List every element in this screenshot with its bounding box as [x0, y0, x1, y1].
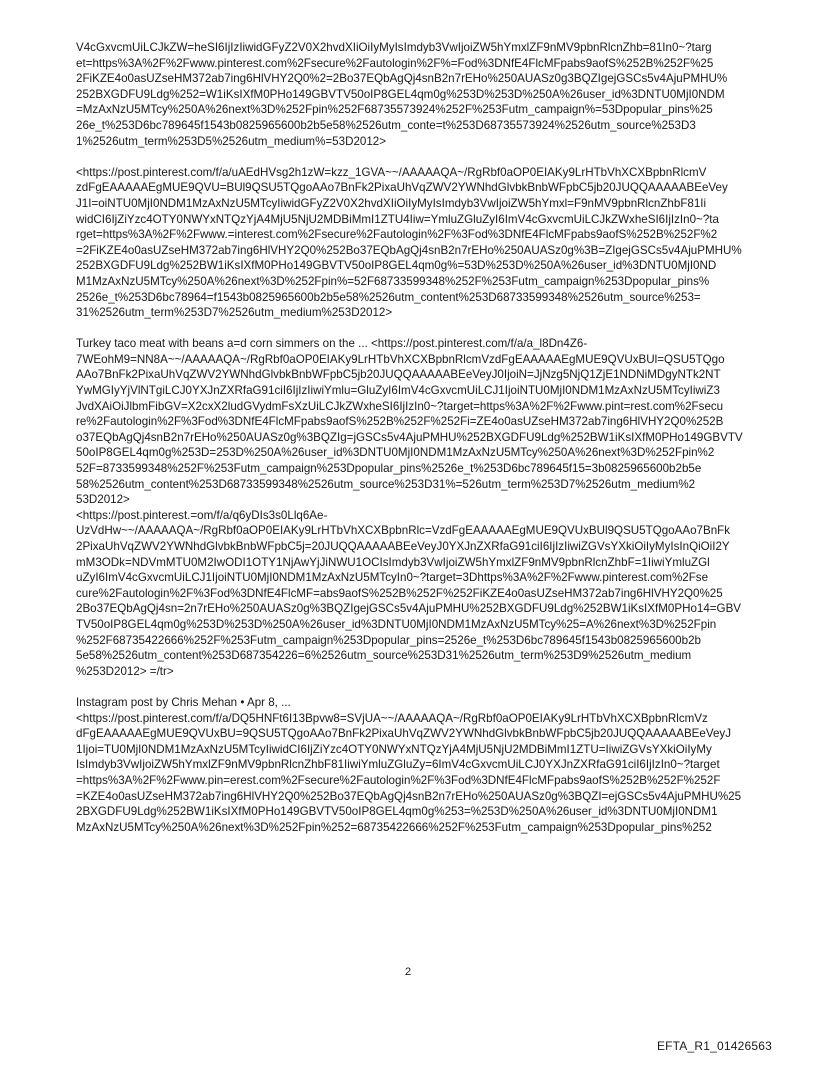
- text-line: IsImdyb3VwIjoiZW5hYmxlZF9nMV9pbnRlcnZhbF81IiwiYmluZGluZy=6ImV4cGxvcmUiLCJ0YXJnZXRfaG91ciI6IjIzIn0~?target: [76, 758, 720, 772]
- text-line: AAo7BnFk2PixaUhVqZWV2YWNhdGlvbkBnbWFpbC5jb20JUQQAAAAABEeVeyJ0IjoiN=JjNzg5NjQ1ZjE1NDNiMDgyNTk2NT: [76, 368, 721, 382]
- text-line: 252BXGDFU9Ldg%252BW1iKsIXfM0PHo149GBVTV50oIP8GEL4qm0g%=53D%253D%250A%26user_id%3DNTU0MjI0ND: [76, 259, 717, 273]
- text-line: 2PixaUhVqZWV2YWNhdGlvbkBnbWFpbC5j=20JUQQAAAAABEeVeyJ0YXJnZXRfaG91ciI6IjIzIiwiZGVsYXkiOiIyMyIsInQiOiI2Y: [76, 540, 730, 553]
- text-line: 50oIP8GEL4qm0g%253D=253D%250A%26user_id%3DNTU0MjI0NDM1MzAxNzU5MTcy%250A%26next%3D%252Fpin%2: [76, 446, 715, 460]
- document-id-stamp: EFTA_R1_01426563: [656, 1039, 772, 1053]
- text-line: rget=https%3A%2F%2Fwww.=interest.com%2Fsecure%2Fautologin%2F%3Fod%3DNfE4FlcMFpabs9aofS%252B%252F%2: [76, 228, 718, 242]
- text-line: 7WEohM9=NN8A~~/AAAAAQA~/RgRbf0aOP0EIAKy9LrHTbVhXCXBpbnRlcmVzdFgEAAAAAEgMUE9QVUxBUl=QSU5TQgo: [76, 352, 725, 366]
- text-paragraph: [76, 695, 760, 835]
- text-line: 1%2526utm_term%253D5%2526utm_medium%=53D2012>: [76, 134, 387, 148]
- text-line: 1Ijoi=TU0MjI0NDM1MzAxNzU5MTcyIiwidCI6IjZiYzc4OTY0NWYxNTQzYjA4MjU5NjU2MDBiMmI1ZTU=IiwiZGVsYXkiOiIyMy: [76, 742, 712, 756]
- text-paragraph: [76, 165, 760, 321]
- text-line: <https://post.pinterest.com/f/a/DQ5HNFt6I13Bpvw8=SVjUA~~/AAAAAQA~/RgRbf0aOP0EIAKy9LrHTbVhXCXBpbnRlcmVz: [76, 711, 708, 725]
- text-line: Turkey taco meat with beans a=d corn simmers on the ... <https://post.pinterest.com/f/a/a_l8Dn4Z6-: [76, 337, 588, 351]
- text-line: cure%2Fautologin%2F%3Fod%3DNfE4FlcMF=abs9aofS%252B%252F%252FiKZE4o0asUZseHM372ab7ing6HlVHY2Q0%25: [76, 586, 723, 600]
- page-number: 2: [404, 966, 412, 978]
- text-line: %252F68735422666%252F%253Futm_campaign%253Dpopular_pins=2526e_t%253D6bc789645f1543b0825965600b2b: [76, 633, 701, 647]
- text-paragraph: [76, 336, 760, 508]
- text-line: JvdXAiOiJlbmFibGV=X2cxX2ludGVydmFsXzUiLCJkZWxheSI6IjIzIn0~?target=https%3A%2F%2Fwww.pint=rest.com%2Fsecu: [76, 399, 724, 413]
- text-line: =KZE4o0asUZseHM372ab7ing6HlVHY2Q0%252Bo37EQbAgQj4snB2n7rEHo%250AUASz0g%3BQZI=ejGSCs5v4AjuPMHU%25: [76, 789, 742, 803]
- text-paragraph: [76, 508, 760, 680]
- text-line: 2BXGDFU9Ldg%252BW1iKsIXfM0PHo149GBVTV50oIP8GEL4qm0g%253=%253D%250A%26user_id%3DNTU0MjI0NDM1: [76, 805, 718, 819]
- text-line: UzVdHw~~/AAAAAQA~/RgRbf0aOP0EIAKy9LrHTbVhXCXBpbnRlc=VzdFgEAAAAAEgMUE9QVUxBUl9QSU5TQgoAAo7BnFk: [76, 524, 731, 538]
- text-line: uZyI6ImV4cGxvcmUiLCJ1IjoiNTU0MjI0NDM1MzAxNzU5MTcyIn0~?target=3Dhttps%3A%2F%2Fwww.pinterest.com%2Fse: [76, 571, 709, 585]
- text-line: zdFgEAAAAAEgMUE9QVU=BUl9QSU5TQgoAAo7BnFk2PixaUhVqZWV2YWNhdGlvbkBnbWFpbC5jb20JUQQAAAAABEeVey: [76, 181, 728, 195]
- text-line: %253D2012> =/tr>: [76, 664, 174, 678]
- text-line: mM3ODk=NDVmMTU0M2IwODI1OTY1NjAwYjJiNWU1OCIsImdyb3VwIjoiZW5hYmxlZF9nMV9pbnRlcnZhbF=1IiwiYmluZGl: [76, 555, 710, 569]
- text-line: TV50oIP8GEL4qm0g%253D%253D%250A%26user_id%3DNTU0MjI0NDM1MzAxNzU5MTcy%25=A%26next%3D%252Fpin: [76, 617, 717, 631]
- text-line: Instagram post by Chris Mehan • Apr 8, ...: [76, 695, 291, 709]
- text-line: 53D2012>: [76, 493, 130, 507]
- text-line: 2Bo37EQbAgQj4sn=2n7rEHo%250AUASz0g%3BQZIgejGSCs5v4AjuPMHU%252BXGDFU9Ldg%252BW1iKsIXfM0PHo14=GBV: [76, 602, 742, 616]
- text-line: =2FiKZE4o0asUZseHM372ab7ing6HlVHY2Q0%252Bo37EQbAgQj4snB2n7rEHo%250AUASz0g%3B=ZIgejGSCs5v4AjuPMHU%: [76, 243, 742, 257]
- text-paragraph: [76, 40, 760, 149]
- text-line: <https://post.pinterest.com/f/a/uAEdHVsg2h1zW=kzz_1GVA~~/AAAAAQA~/RgRbf0aOP0EIAKy9LrHTbVhXCXBpbnRlcmV: [76, 165, 707, 179]
- text-line: =https%3A%2F%2Fwww.pin=erest.com%2Fsecure%2Fautologin%2F%3Fod%3DNfE4FlcMFpabs9aofS%252B%252F%252F: [76, 773, 721, 787]
- text-line: re%2Fautologin%2F%3Fod%3DNfE4FlcMFpabs9aofS%252B%252F%252Fi=ZE4o0asUZseHM372ab7ing6HlVHY2Q0%252B: [76, 415, 724, 429]
- text-line: 252BXGDFU9Ldg%252=W1iKsIXfM0PHo149GBVTV50oIP8GEL4qm0g%253D%253D%250A%26user_id%3DNTU0MjI0NDM: [76, 87, 725, 101]
- text-line: 26e_t%253D6bc789645f1543b0825965600b2b5e58%2526utm_conte=t%253D68735573924%2526utm_source%253D3: [76, 118, 696, 132]
- text-line: V4cGxvcmUiLCJkZW=heSI6IjIzIiwidGFyZ2V0X2hvdXIiOiIyMyIsImdyb3VwIjoiZW5hYmxlZF9nMV9pbnRlcnZhb=81In0~?targ: [76, 41, 712, 54]
- text-line: M1MzAxNzU5MTcy%250A%26next%3D%252Fpin%=52F68733599348%252F%253Futm_campaign%253Dpopular_pins%: [76, 274, 710, 288]
- document-body: [76, 40, 760, 835]
- text-line: 58%2526utm_content%253D68733599348%2526utm_source%253D31%=526utm_term%253D7%2526utm_medium%2: [76, 477, 696, 491]
- text-line: 2526e_t%253D6bc78964=f1543b0825965600b2b5e58%2526utm_content%253D68733599348%2526utm_source%253=: [76, 290, 701, 304]
- text-line: J1I=oiNTU0MjI0NDM1MzAxNzU5MTcyIiwidGFyZ2V0X2hvdXIiOiIyMyIsImdyb3VwIjoiZW5hYmxl=F9nMV9pbnRlcnZhbF81Ii: [76, 196, 707, 210]
- text-line: et=https%3A%2F%2Fwww.pinterest.com%2Fsecure%2Fautologin%2F%=Fod%3DNfE4FlcMFpabs9aofS%252B%252F%25: [76, 56, 714, 70]
- text-line: =MzAxNzU5MTcy%250A%26next%3D%252Fpin%252F68735573924%252F%253Futm_campaign%=53Dpopular_pins%25: [76, 103, 713, 117]
- text-line: MzAxNzU5MTcy%250A%26next%3D%252Fpin%252=68735422666%252F%253Futm_campaign%253Dpopular_pins%252: [76, 820, 712, 834]
- text-line: o37EQbAgQj4snB2n7rEHo%250AUASz0g%3BQZIg=jGSCs5v4AjuPMHU%252BXGDFU9Ldg%252BW1iKsIXfM0PHo149GBVTV: [76, 430, 743, 444]
- text-line: YwMGIyYjVlNTgiLCJ0YXJnZXRfaG91ciI6IjIzIiwiYmlu=GluZyI6ImV4cGxvcmUiLCJ1IjoiNTU0MjI0NDM1MzAxNzU5MTcyIiwiZ3: [76, 384, 720, 398]
- text-line: <https://post.pinterest.=om/f/a/q6yDIs3s0Llq6Ae-: [76, 508, 328, 522]
- text-line: 2FiKZE4o0asUZseHM372ab7ing6HlVHY2Q0%2=2Bo37EQbAgQj4snB2n7rEHo%250AUASz0g3BQZIgejGSCs5v4AjuPMHU%: [76, 72, 728, 86]
- text-line: 5e58%2526utm_content%253D687354226=6%2526utm_source%253D31%2526utm_term%253D9%2526utm_medium: [76, 649, 692, 663]
- text-line: dFgEAAAAAEgMUE9QVUxBU=9QSU5TQgoAAo7BnFk2PixaUhVqZWV2YWNhdGlvbkBnbWFpbC5jb20JUQQAAAAABEeVeyJ: [76, 727, 731, 741]
- text-line: 52F=8733599348%252F%253Futm_campaign%253Dpopular_pins%2526e_t%253D6bc789645f15=3b0825965600b2b5e: [76, 462, 702, 476]
- text-line: 31%2526utm_term%253D7%2526utm_medium%253D2012>: [76, 306, 393, 320]
- text-line: widCI6IjZiYzc4OTY0NWYxNTQzYjA4MjU5NjU2MDBiMmI1ZTU4Iiw=YmluZGluZyI6ImV4cGxvcmUiLCJkZWxheSI6IjIzIn0~?ta: [76, 212, 719, 226]
